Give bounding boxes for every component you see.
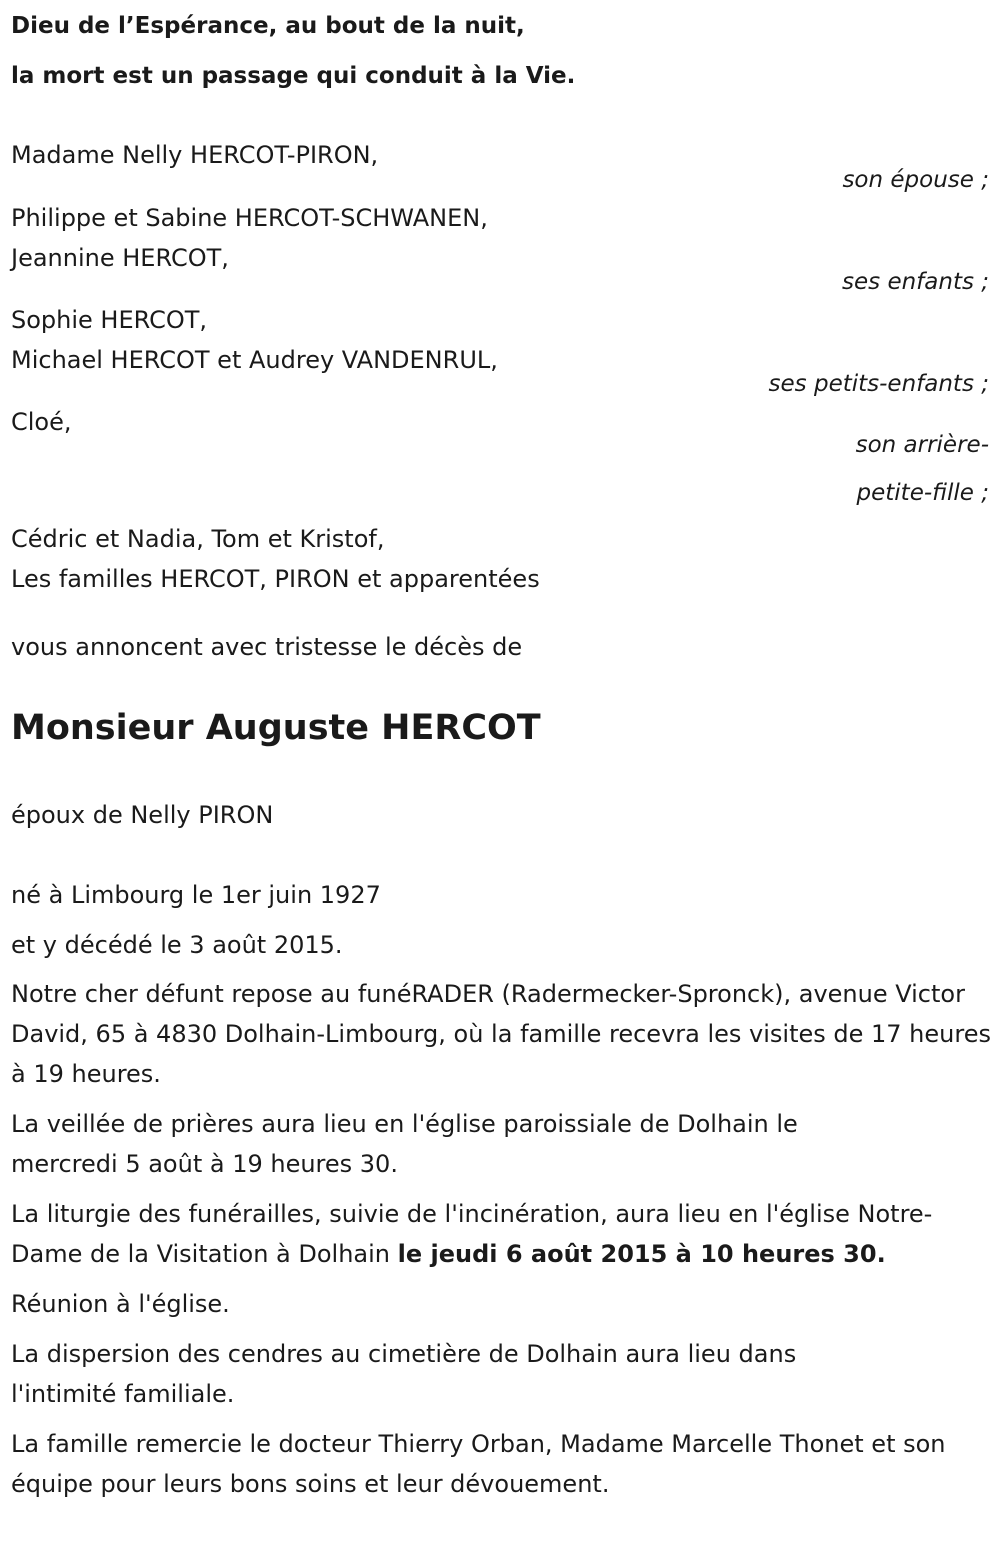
paragraph-reunion: Réunion à l'église.: [11, 1290, 230, 1318]
epouse-name: Madame Nelly HERCOT-PIRON,: [11, 141, 379, 169]
petits-enfants-role: ses petits-enfants ;: [768, 371, 989, 397]
paragraph-veillee: La veillée de prières aura lieu en l'église paroissiale de Dolhain le mercredi 5 août à 19 heures 30.: [11, 1110, 798, 1178]
enfants-role: ses enfants ;: [842, 269, 989, 295]
others-line-1: Cédric et Nadia, Tom et Kristof,: [11, 525, 385, 553]
enfants-line-2: Jeannine HERCOT,: [11, 244, 229, 272]
death-info: et y décédé le 3 août 2015.: [11, 931, 343, 959]
deceased-name: Monsieur Auguste HERCOT: [11, 708, 541, 748]
paragraph-liturgie: [11, 1194, 971, 1274]
enfants-line-1: Philippe et Sabine HERCOT-SCHWANEN,: [11, 204, 488, 232]
liturgie-text: La liturgie des funérailles, suivie de l'incinération, aura lieu en l'église Notre-Dame de la Visitation à Dolhain: [11, 1200, 933, 1268]
paragraph-remerciements: La famille remercie le docteur Thierry Orban, Madame Marcelle Thonet et son équipe pour leurs bons soins et leur dévouement.: [11, 1430, 946, 1498]
intro-verse: [11, 1, 575, 101]
paragraph-dispersion: La dispersion des cendres au cimetière de Dolhain aura lieu dans l'intimité familiale.: [11, 1340, 797, 1408]
details-paragraphs: [11, 974, 1000, 1504]
birth-info: né à Limbourg le 1er juin 1927: [11, 881, 381, 909]
paragraph-repose: Notre cher défunt repose au funéRADER (Radermecker-Spronck), avenue Victor David, 65 à 4830 Dolhain-Limbourg, où la famille recevra les visites de 17 heures à 19 heures.: [11, 980, 991, 1088]
intro-line-2: la mort est un passage qui conduit à la Vie.: [11, 63, 576, 89]
arriere-petite-fille-role-1: son arrière-: [855, 432, 989, 458]
arriere-petite-fille-role-2: petite-fille ;: [856, 480, 989, 506]
epouse-role: son épouse ;: [842, 167, 989, 193]
arriere-petite-fille-name: Cloé,: [11, 408, 72, 436]
liturgie-date: le jeudi 6 août 2015 à 10 heures 30.: [397, 1240, 886, 1268]
petits-enfants-line-2: Michael HERCOT et Audrey VANDENRUL,: [11, 346, 498, 374]
deceased-spouse: époux de Nelly PIRON: [11, 801, 274, 829]
intro-line-1: Dieu de l’Espérance, au bout de la nuit,: [11, 13, 525, 39]
family-list: [11, 135, 989, 599]
petits-enfants-line-1: Sophie HERCOT,: [11, 306, 208, 334]
announcement: vous annoncent avec tristesse le décès de: [11, 633, 523, 661]
others-line-2: Les familles HERCOT, PIRON et apparentées: [11, 565, 540, 593]
